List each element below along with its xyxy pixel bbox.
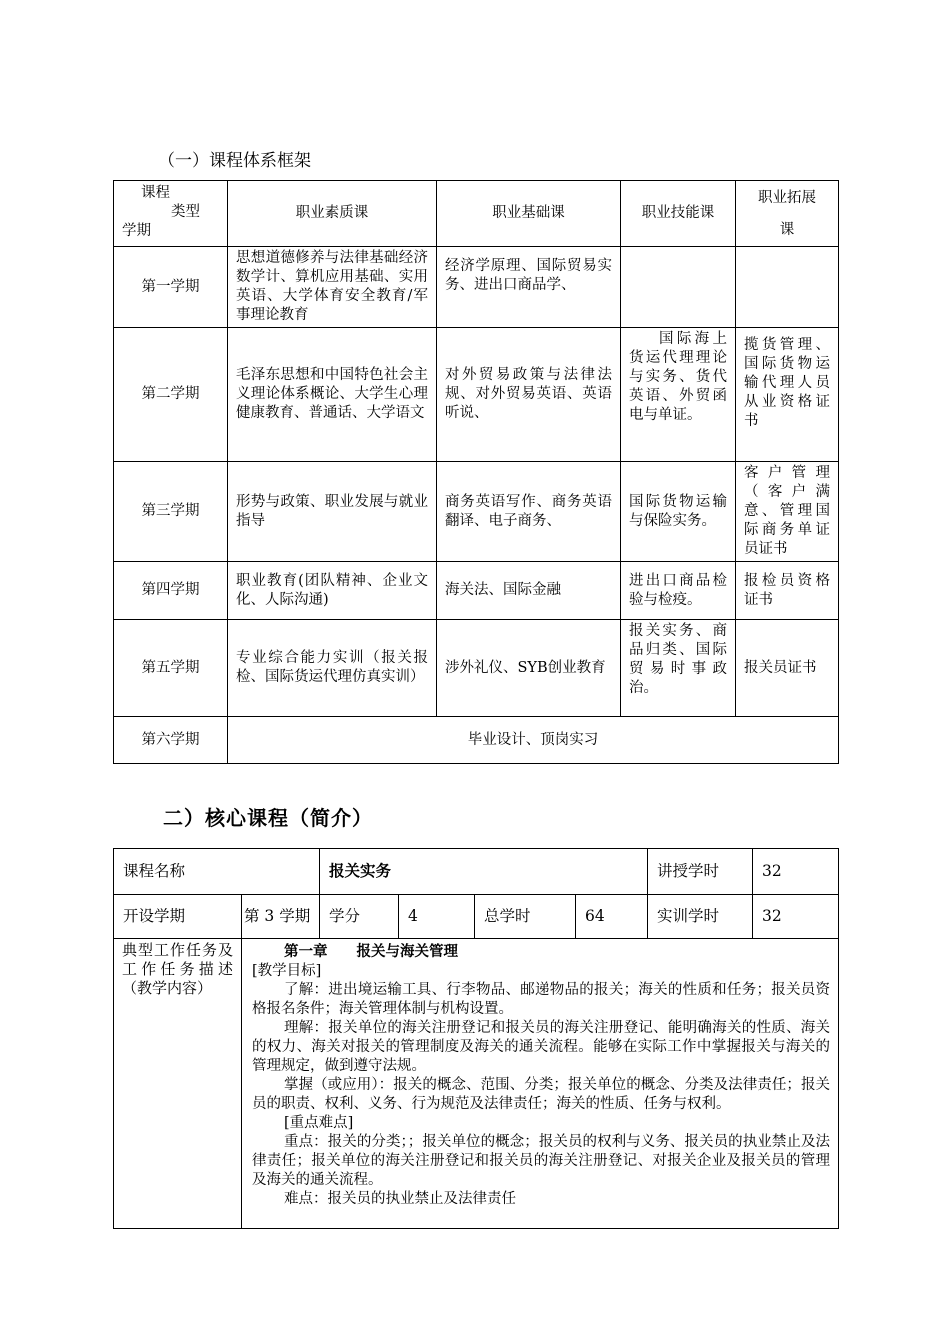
table-row	[114, 562, 839, 620]
ext-cell	[736, 247, 839, 328]
term-cell: 第五学期	[114, 620, 228, 717]
lecture-hours-value: 32	[753, 849, 839, 895]
skill-cell: 国际海上货运代理理论与实务、货代英语、外贸函电与单证。	[621, 328, 736, 462]
header-skill: 职业技能课	[621, 181, 736, 247]
quality-cell: 思想道德修养与法律基础经济数学计、算机应用基础、实用英语、大学体育安全教育/军事理论教育	[228, 247, 437, 328]
skill-cell: 国际货物运输与保险实务。	[621, 462, 736, 562]
basic-cell: 涉外礼仪、SYB创业教育	[437, 620, 621, 717]
skill-cell: 报关实务、商品归类、国际贸易时事政治。	[621, 620, 736, 717]
ext-cell: 揽货管理、国际货物运输代理人员从业资格证书	[736, 328, 839, 462]
credit-value: 4	[399, 895, 475, 939]
quality-cell: 形势与政策、职业发展与就业指导	[228, 462, 437, 562]
header-ext: 职业拓展课	[736, 181, 839, 247]
desc-label: 典型工作任务及工作任务描述（教学内容）	[114, 939, 242, 1229]
term-cell: 第一学期	[114, 247, 228, 328]
corner-header-cell	[114, 181, 228, 247]
basic-cell: 对外贸易政策与法律法规、对外贸易英语、英语听说、	[437, 328, 621, 462]
header-basic: 职业基础课	[437, 181, 621, 247]
term-cell: 第四学期	[114, 562, 228, 620]
chapter-title: 第一章 报关与海关管理	[284, 944, 458, 960]
practice-hours-value: 32	[753, 895, 839, 939]
table-row	[114, 462, 839, 562]
header-quality: 职业素质课	[228, 181, 437, 247]
corner-term-label: 学期	[122, 222, 151, 239]
quality-cell: 职业教育(团队精神、企业文化、人际沟通)	[228, 562, 437, 620]
difficult-text: 难点：报关员的执业禁止及法律责任	[284, 1191, 516, 1207]
key-heading: [重点难点]	[284, 1115, 354, 1131]
total-hours-value: 64	[576, 895, 648, 939]
skill-cell: 进出口商品检验与检疫。	[621, 562, 736, 620]
ext-cell: 报关员证书	[736, 620, 839, 717]
section-title-framework: （一）课程体系框架	[158, 151, 311, 171]
section-title-core: 二）核心课程（简介）	[163, 806, 373, 830]
term-cell: 第六学期	[114, 717, 228, 764]
course-name-label: 课程名称	[114, 849, 320, 895]
skill-cell	[621, 247, 736, 328]
term-label: 开设学期	[114, 895, 242, 939]
basic-cell: 海关法、国际金融	[437, 562, 621, 620]
merged-cell: 毕业设计、顶岗实习	[228, 717, 839, 764]
corner-course-label: 课程	[141, 184, 170, 201]
credit-label: 学分	[320, 895, 399, 939]
ext-cell: 报检员资格证书	[736, 562, 839, 620]
ext-cell: 客户管理（客户满意、管理国际商务单证员证书	[736, 462, 839, 562]
total-hours-label: 总学时	[475, 895, 576, 939]
corner-type-label: 类型	[171, 203, 200, 220]
comprehend-text: 理解：报关单位的海关注册登记和报关员的海关注册登记、能明确海关的性质、海关的权力、海关对报关的管理制度及海关的通关流程。能够在实际工作中掌握报关与海关的管理规定，做到遵守法规。	[252, 1020, 831, 1074]
basic-cell: 商务英语写作、商务英语翻译、电子商务、	[437, 462, 621, 562]
table-row	[114, 717, 839, 764]
quality-cell: 毛泽东思想和中国特色社会主义理论体系概论、大学生心理健康教育、普通话、大学语文	[228, 328, 437, 462]
key-text: 重点：报关的分类；；报关单位的概念；报关员的权利与义务、报关员的执业禁止及法律责任；报关单位的海关注册登记和报关员的海关注册登记、对报关企业及报关员的管理及海关的通关流程。	[252, 1134, 831, 1188]
table-row	[114, 328, 839, 462]
course-table	[113, 848, 839, 1229]
master-text: 掌握（或应用）：报关的概念、范围、分类；报关单位的概念、分类及法律责任；报关员的职责、权利、义务、行为规范及法律责任；海关的性质、任务与权利。	[252, 1077, 831, 1112]
practice-hours-label: 实训学时	[648, 895, 753, 939]
term-cell: 第二学期	[114, 328, 228, 462]
course-description	[242, 939, 839, 1229]
term-value: 第 3 学期	[242, 895, 320, 939]
term-cell: 第三学期	[114, 462, 228, 562]
framework-table	[113, 180, 839, 764]
table-row	[114, 247, 839, 328]
quality-cell: 专业综合能力实训（报关报检、国际货运代理仿真实训）	[228, 620, 437, 717]
basic-cell: 经济学原理、国际贸易实务、进出口商品学、	[437, 247, 621, 328]
lecture-hours-label: 讲授学时	[648, 849, 753, 895]
goal-heading: [教学目标]	[252, 963, 322, 979]
table-row	[114, 620, 839, 717]
course-name-value: 报关实务	[320, 849, 648, 895]
understand-text: 了解：进出境运输工具、行李物品、邮递物品的报关；海关的性质和任务；报关员资格报名条件；海关管理体制与机构设置。	[252, 982, 831, 1017]
